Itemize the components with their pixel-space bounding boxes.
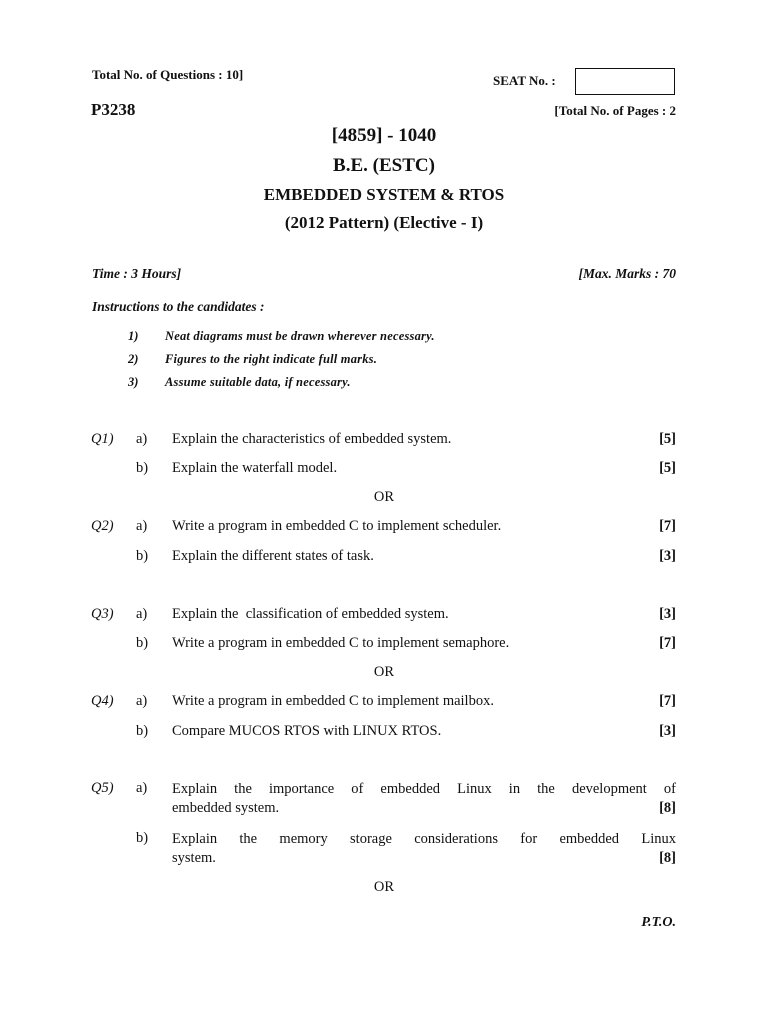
or-separator: OR <box>373 664 395 680</box>
question-text-continued: embedded system. <box>172 800 280 816</box>
question-text: Compare MUCOS RTOS with LINUX RTOS. <box>172 723 442 739</box>
subject-title: EMBEDDED SYSTEM & RTOS <box>263 185 505 204</box>
question-marks: [8] <box>659 850 676 866</box>
question-marks: [3] <box>659 548 676 564</box>
exam-code: [4859] - 1040 <box>331 125 437 146</box>
question-text: Write a program in embedded C to implement scheduler. <box>172 518 502 534</box>
question-text: Write a program in embedded C to implement mailbox. <box>172 693 494 709</box>
question-text: Explain the memory storage considerations for embedded Linux <box>172 831 676 847</box>
instruction-text: Neat diagrams must be drawn wherever necessary. <box>165 329 435 343</box>
instruction-number: 2) <box>128 352 139 366</box>
or-separator: OR <box>373 489 395 505</box>
question-marks: [7] <box>659 635 676 651</box>
question-marks: [3] <box>659 723 676 739</box>
question-number: Q2) <box>91 518 114 534</box>
question-marks: [3] <box>659 606 676 622</box>
question-marks: [5] <box>659 431 676 447</box>
question-text: Explain the different states of task. <box>172 548 374 564</box>
exam-duration: Time : 3 Hours] <box>92 266 182 281</box>
question-marks: [7] <box>659 693 676 709</box>
question-text: Explain the classification of embedded system. <box>172 606 449 622</box>
question-text-continued: system. <box>172 850 216 866</box>
question-part: b) <box>136 723 149 739</box>
question-number: Q1) <box>91 431 114 447</box>
instructions-heading: Instructions to the candidates : <box>92 299 265 314</box>
question-part: a) <box>136 606 148 622</box>
question-part: b) <box>136 460 149 476</box>
question-text: Explain the importance of embedded Linux in the development of <box>172 781 676 797</box>
max-marks: [Max. Marks : 70 <box>578 266 676 281</box>
question-part: b) <box>136 548 149 564</box>
question-text: Explain the waterfall model. <box>172 460 338 476</box>
question-marks: [8] <box>659 800 676 816</box>
question-text: Explain the characteristics of embedded system. <box>172 431 452 447</box>
question-number: Q5) <box>91 780 114 796</box>
pattern-title: (2012 Pattern) (Elective - I) <box>284 213 484 232</box>
question-number: Q4) <box>91 693 114 709</box>
instruction-text: Assume suitable data, if necessary. <box>165 375 351 389</box>
question-part: a) <box>136 518 148 534</box>
question-text: Write a program in embedded C to implement semaphore. <box>172 635 510 651</box>
paper-code: P3238 <box>91 100 136 119</box>
question-part: a) <box>136 693 148 709</box>
please-turn-over: P.T.O. <box>641 915 676 930</box>
question-number: Q3) <box>91 606 114 622</box>
or-separator: OR <box>373 879 395 895</box>
instruction-number: 3) <box>128 375 139 389</box>
instruction-text: Figures to the right indicate full marks. <box>165 352 378 366</box>
instruction-number: 1) <box>128 329 139 343</box>
total-pages: [Total No. of Pages : 2 <box>554 103 676 118</box>
seat-number-label: SEAT No. : <box>493 73 556 88</box>
question-part: b) <box>136 635 149 651</box>
question-marks: [5] <box>659 460 676 476</box>
total-questions: Total No. of Questions : 10] <box>92 67 244 82</box>
question-marks: [7] <box>659 518 676 534</box>
question-part: b) <box>136 830 149 846</box>
question-part: a) <box>136 431 148 447</box>
seat-number-box <box>575 68 675 95</box>
question-part: a) <box>136 780 148 796</box>
degree-title: B.E. (ESTC) <box>333 155 435 176</box>
